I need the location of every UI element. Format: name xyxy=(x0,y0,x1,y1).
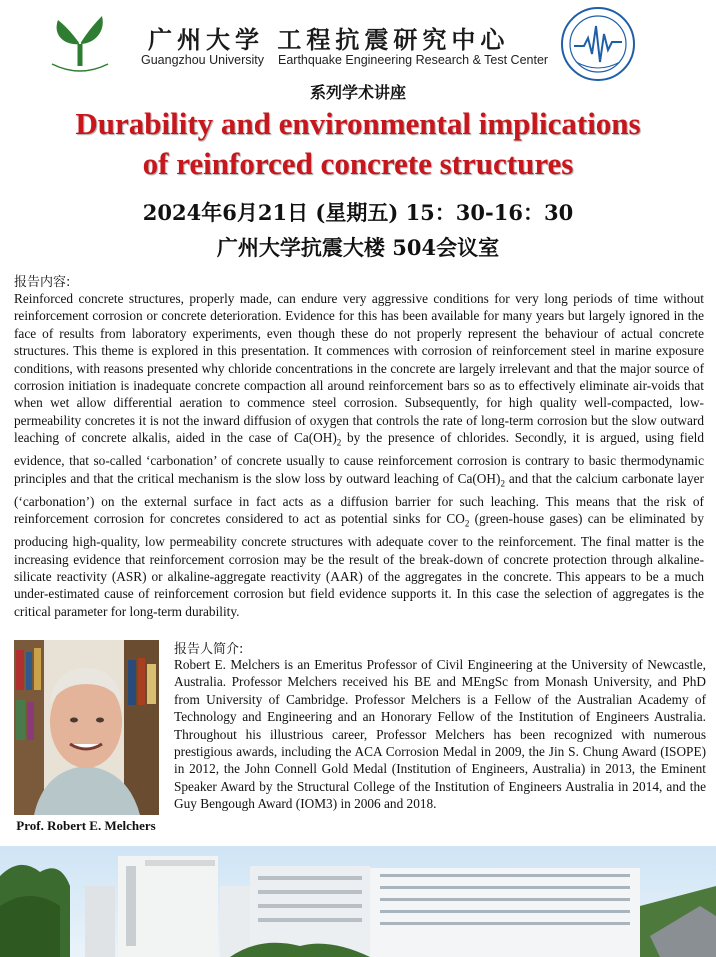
abstract-part-1: Reinforced concrete structures, properly made, can endure very aggressive conditions for very long periods of time without reinforcement corrosion or concrete deterioration. Evidence for this has been available for many years but largely ignored in the face of results from laboratory experiments, even though these do not properly represent the behaviour of actual concrete structures. This theme is explored in this presentation. It commences with corrosion of reinforcement steel in marine exposure conditions, with reasons presented why chloride concentrations in the concrete are largely irrelevant and that the major source of corrosion initiation is inadequate concrete compaction all around reinforcement bars so as to effectively eliminate air-voids that when wet allow differential aeration to commence steel corrosion. Subsequently, for high quality well-compacted, low-permeability concretes it is not the inward diffusion of oxygen that controls the rate of long-term corrosion but the slow outward leaching of concrete alkalis, aided in the case of Ca(OH) xyxy=(14,291,704,446)
header xyxy=(0,0,716,84)
abstract-part-4: (green-house gases) can be eliminated by producing high-quality, low permeability concrete structures with adequate cover to the reinforcement. The final matter is the increasing evidence that reinforcement corrosion may be the result of the break-down of concrete protection through alkaline-silicate reactivity (ASR) or alkaline-aggregate reactivity (AAR) of the aggregates in the concrete. This appears to be a much under-estimated cause of reinforcement corrosion but field evidence supports it. In this case the selection of aggregates is the critical parameter for long-term durability. xyxy=(14,511,704,619)
speaker-photo xyxy=(14,640,159,815)
title-line-2: of reinforced concrete structures xyxy=(142,146,574,181)
abstract-label: 报告内容: xyxy=(14,275,71,290)
abstract-part-2: by the presence of chlorides. Secondly, it is argued, using field evidence, that so-called ‘carbonation’ of concrete usually to cause reinforcement corrosion is contrary to basic thermodynamic principles and that the critical mechanism is the slow loss by outward leaching of Ca(OH) xyxy=(14,430,705,486)
university-english-name: Guangzhou University xyxy=(141,53,264,67)
speaker-bio-label: 报告人简介: xyxy=(174,642,244,657)
abstract-part-3: and that the calcium carbonate layer (‘carbonation’) on the external surface in fact acts as a diffusion barrier for such leaching. This means that the risk of reinforcement corrosion for concretes considered to act as potential sinks for CO xyxy=(14,470,704,527)
event-venue: 广州大学抗震大楼 504会议室 xyxy=(216,235,500,260)
abstract-text xyxy=(14,290,704,620)
lecture-title xyxy=(0,104,716,184)
subscript: 2 xyxy=(336,437,342,448)
center-english-name: Earthquake Engineering Research & Test Center xyxy=(278,53,549,67)
university-logo-icon xyxy=(44,6,116,78)
seismograph-logo-icon xyxy=(560,6,636,82)
org-chinese-name: 广州大学 工程抗震研究中心 xyxy=(148,25,510,54)
subscript: 2 xyxy=(464,518,470,529)
speaker-bio: Robert E. Melchers is an Emeritus Professor of Civil Engineering at the University of Newcastle, Australia. Professor Melchers received his BE and MEngSc from Monash University, and PhD from University of Cambridge. Professor Melchers is a Fellow of the Australian Academy of Technology and Engineering and an Honorary Fellow of the Institution of Engineers Australia. Throughout his illustrious career, Professor Melchers has been recognized with numerous prestigious awards, including the ACA Corrosion Medal in 2009, the Jin S. Chung Award (ISOPE) in 2012, the John Connell Gold Medal (Institution of Engineers, Australia) in 2013, the Eminent Speaker Award by the Structural College of the Institution of Engineers Australia in 2014, and the Guy Bengough Award (IOM3) in 2006 and 2018. xyxy=(174,657,706,812)
lecture-series-label: 系列学术讲座 xyxy=(309,83,406,102)
subscript: 2 xyxy=(500,478,505,489)
campus-building-photo xyxy=(0,846,716,957)
title-line-1: Durability and environmental implications xyxy=(75,106,641,141)
speaker-caption: Prof. Robert E. Melchers xyxy=(16,818,156,833)
event-datetime: 2024年6月21日 (星期五) 15：30-16：30 xyxy=(142,200,574,225)
